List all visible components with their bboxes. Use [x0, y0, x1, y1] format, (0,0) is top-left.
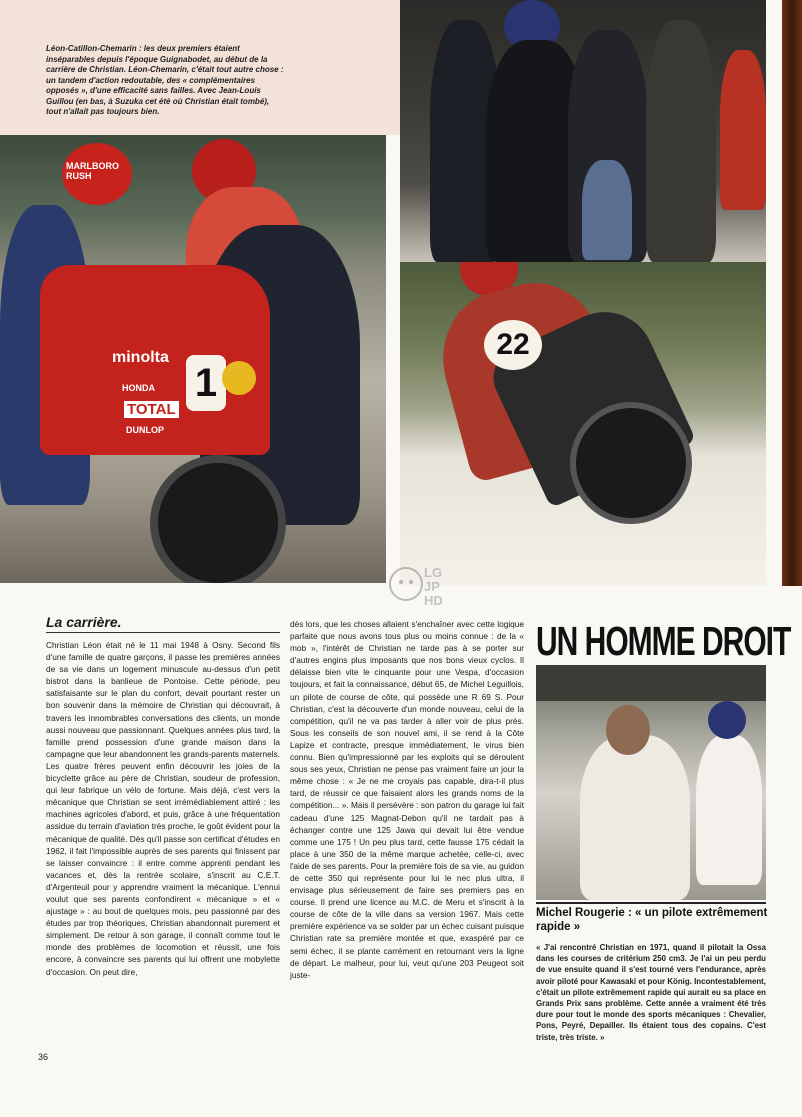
race-number-plate	[186, 355, 226, 411]
man-head	[606, 705, 650, 755]
pit-stop-photo	[0, 135, 386, 583]
person-far	[646, 20, 716, 262]
sidebar-subhead: Michel Rougerie : « un pilote extrêmement rapide »	[536, 907, 768, 933]
racing-wheel	[570, 402, 692, 524]
crowd-photo	[400, 0, 766, 262]
stands-band	[536, 665, 766, 701]
headlight	[222, 361, 256, 395]
racing-number: 22	[496, 328, 530, 361]
racing-number-plate	[484, 320, 542, 370]
person-red-jacket	[720, 50, 766, 210]
rougerie-photo	[536, 665, 766, 900]
watermark-text: LG JP HD	[424, 565, 443, 608]
helmet-text: MARLBORO RUSH	[66, 161, 119, 181]
rider-white-shirt	[696, 735, 762, 885]
bike-wheel	[150, 455, 286, 583]
race-number: 1	[194, 361, 218, 405]
section-title: La carrière.	[46, 614, 122, 630]
sponsor-dunlop: DUNLOP	[126, 425, 164, 435]
title-rule	[46, 632, 280, 633]
article-column-2: dès lors, que les choses allaient s'enchaîner avec cette logique parfaite que nous avons tous plus ou moins connue : de la « mob », l'intérêt de Christian ne tarde pas à se porter sur d'autres engins plus imposants que nos bons vieux cyclos. Il délaisse bien vite le cinquante pour une Vespa, d'occasion toujours, et fait la connaissance, début 65, de Michel Leguillois, un pilote de course de côte, qui possède une R 69 S. Pour Christian, c'est la découverte d'un monde nouveau, celui de la compétition, qu'il ne va pas tarder à aller voir de plus près. Sous les conseils de son nouvel ami, il se rend à la Côte Lapize et contracte, presque immédiatement, le virus bien connu. Bien qu'impressionné par les exploits qui se déroulent sous ses yeux, Christian ne pense pas vraiment faire un jour la même chose : « Je ne me croyais pas capable, dira-t-il plus tard, de réussir ce que faisaient alors les grands noms de la compétition... ». Mais il persévère : son patron du garage lui fait cadeau d'une 125 Magnat-Debon qu'il ne tardait pas à échanger contre une 125 Jawa qui devait lui être vendue comme une 175 ! Un peu plus tard, cette fausse 175 cédait la place à une 350 de la même marque achetée, celle-ci, avec l'aide de ses parents. Pour la première fois de sa vie, au guidon de cette 350 qui représente pour lui le nec plus ultra, il envisage plus sérieusement de faire ses premiers pas en course. Il prend une licence au M.C. de Meru et s'inscrit à la course de côte de la ville dans sa version 1967. Mais cette première expérience va se solder par un échec cuisant puisque Christian rate sa première montée et que, exaspéré par ce semi échec, il se plante carrément en retournant vers la ligne de départ. Le malheur, pour lui, veut qu'une 203 Peugeot soit juste-	[290, 619, 524, 980]
sponsor-minolta: minolta	[112, 349, 169, 366]
rider-cap	[708, 701, 746, 739]
page-edge-strip	[782, 0, 802, 586]
article-column-1: Christian Léon était né le 11 mai 1948 à Osny. Second fils d'une famille de quatre garçons, il passe les premières années de sa vie dans un logement minuscule au-dessus d'un petit bistrot dans la banlieue de Pontoise. Cette période, peu satisfaisante sur le plan du confort, devait pourtant rester un bon souvenir dans la mémoire de Christian qui découvrait, à travers les innombrables conversations des clients, un monde aussi nouveau que passionnant. Quelques années plus tard, la famille prend possession d'une grande maison dans la campagne que leur abandonnent les grands-parents maternels. Les quatre frères peuvent enfin découvrir les joies de la bicyclette grâce au père de Christian, soudeur de profession, qui leur fabrique un vélo de fortune. Mais déjà, c'est vers la mécanique que Christian se sent irrémédiablement attiré : les machines agricoles d'abord, et puis, grâce à une fréquentation assidue du terrain d'aviation très proche, le goût évident pour la mécanique de qualité. Dès qu'il passe son certificat d'études en 1962, il fait l'impossible auprès de ses parents qui finissent par se laisser convaincre : il entre comme apprenti pendant les vacances et, dès la rentrée scolaire, s'inscrit au C.E.T. d'Argenteuil pour y apprendre vraiment la mécanique. L'ennui voulut que ses parents confondirent « mécanique » et « ajustage » : au bout de quelques mois, peu passionné par des études par trop théoriques, Christian abandonnait purement et simplement. De retour à son garage, il connaît comme tout le monde des problèmes de locomotion et réussit, une fois encore, à convaincre ses parents qui lui offrent une mobylette d'occasion. On peut dire,	[46, 640, 280, 977]
photo-caption: Léon-Catillon-Chemarin : les deux premiers étaient inséparables depuis l'époque Guignabodet, au début de la carrière de Christian. Léon-Chemarin, c'était tout autre chose : un tandem d'action redoutable, des « complémentaires opposés », d'une efficacité sans failles. Avec Jean-Louis Guillou (en bas, à Suzuka cet été où Christian était tombé), tout n'allait pas toujours bien.	[46, 44, 284, 116]
sidebar-quote: « J'ai rencontré Christian en 1971, quand il pilotait la Ossa dans les courses de critérium 250 cm3. Je l'ai un peu perdu de vue ensuite quand il s'est tourné vers l'endurance, après avoir piloté pour Kawasaki et pour König. Incontestablement, c'était un pilote extrêmement rapide qui aurait eu sa place en Grands Prix sans problème. Cette année a vraiment été très dure pour tout le monde des sports mécaniques : Chevalier, Pons, Peyré, Depailler. Ils étaient tous des copains. C'est triste, très triste. »	[536, 943, 766, 1042]
sponsor-honda: HONDA	[122, 383, 155, 393]
sponsor-total: TOTAL	[124, 401, 179, 418]
person-jeans	[582, 160, 632, 260]
caption-block	[0, 0, 400, 135]
man-white-shirt	[580, 735, 690, 900]
watermark-logo	[388, 560, 464, 620]
subhead-rule	[536, 902, 766, 904]
page-number: 36	[38, 1052, 49, 1062]
sidebar-headline: UN HOMME DROIT	[536, 620, 791, 665]
racing-photo	[400, 262, 766, 586]
